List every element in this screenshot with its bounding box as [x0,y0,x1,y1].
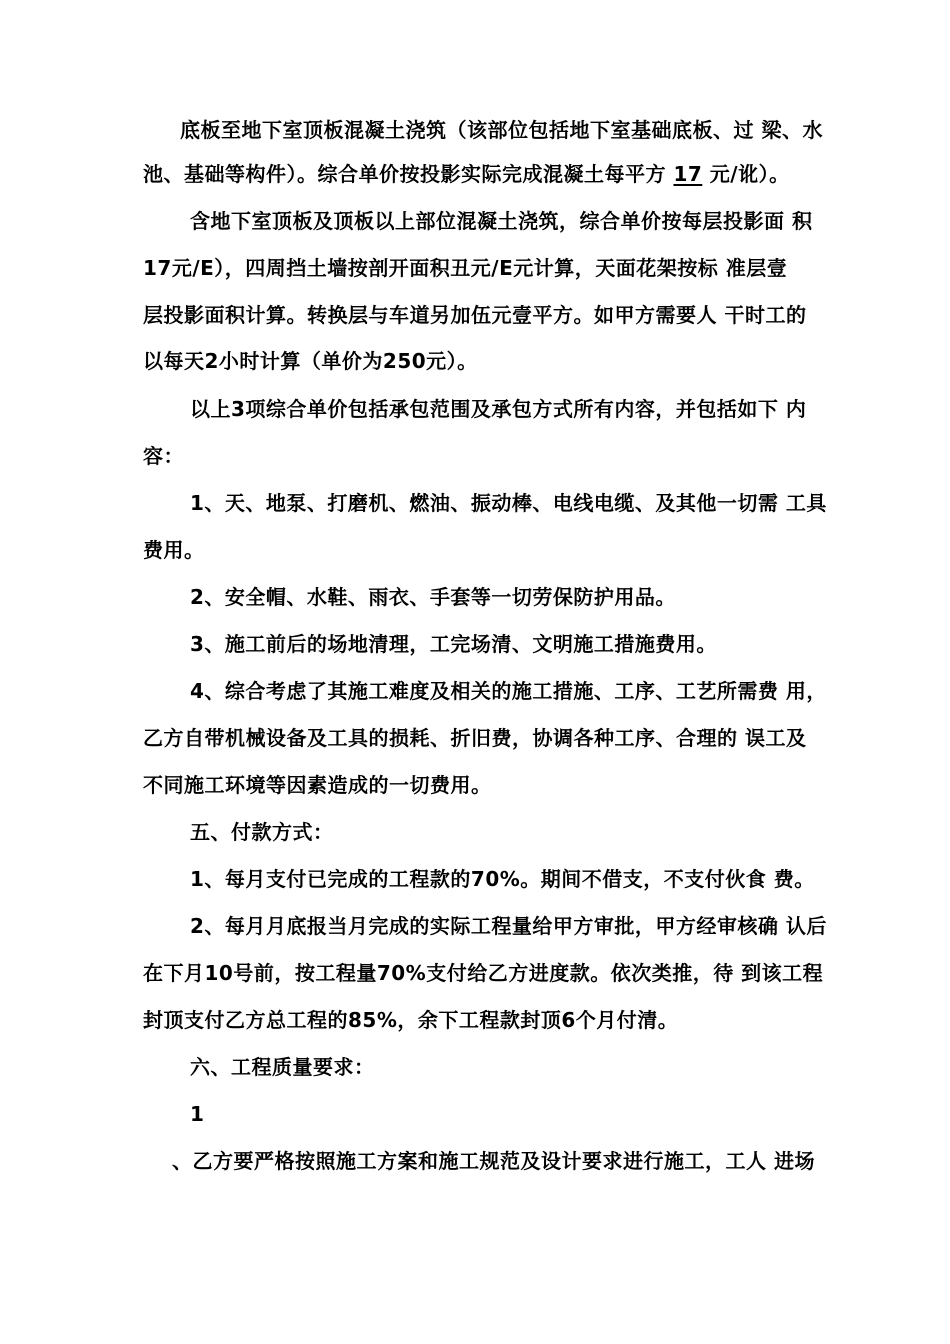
paragraph-line: 1、每月支付已完成的工程款的70%。期间不借支，不支付伙食 费。 [190,867,815,891]
paragraph-line: 在下月10号前，按工程量70%支付给乙方进度款。依次类推，待 到该工程 [143,961,824,985]
paragraph-line: 费用。 [143,538,205,562]
paragraph-line: 、乙方要严格按照施工方案和施工规范及设计要求进行施工，工人 进场 [172,1149,815,1173]
paragraph-line: 层投影面积计算。转换层与车道另加伍元壹平方。如甲方需要人 干时工的 [143,303,807,327]
paragraph-line: 1、天、地泵、打磨机、燃油、振动棒、电线电缆、及其他一切需 工具 [190,491,827,515]
paragraph-line: 封顶支付乙方总工程的85%，余下工程款封顶6个月付清。 [143,1008,679,1032]
section-heading: 五、付款方式： [190,820,334,844]
paragraph-line: 容： [143,444,184,468]
text-segment: 元/讹）。 [702,162,790,186]
paragraph-line: 含地下室顶板及顶板以上部位混凝土浇筑，综合单价按每层投影面 积 [190,209,813,233]
paragraph-line: 以每天2小时计算（单价为250元）。 [143,349,478,373]
section-heading: 六、工程质量要求： [190,1055,375,1079]
text-segment: 池、基础等构件）。综合单价按投影实际完成混凝土每平方 [143,162,674,186]
paragraph-line: 2、每月月底报当月完成的实际工程量给甲方审批，甲方经审核确 认后 [190,914,827,938]
paragraph-line: 4、综合考虑了其施工难度及相关的施工措施、工序、工艺所需费 用， [190,679,827,703]
underlined-value: 17 [673,162,703,186]
paragraph-line: 乙方自带机械设备及工具的损耗、折旧费，协调各种工序、合理的 误工及 [143,726,807,750]
paragraph-line: 2、安全帽、水鞋、雨衣、手套等一切劳保防护用品。 [190,585,676,609]
paragraph-line: 以上3项综合单价包括承包范围及承包方式所有内容，并包括如下 内 [190,397,807,421]
paragraph-line: 3、施工前后的场地清理，工完场清、文明施工措施费用。 [190,632,717,656]
paragraph-line: 1 [190,1102,205,1126]
paragraph-line: 底板至地下室顶板混凝土浇筑（该部位包括地下室基础底板、过 梁、水 [180,118,823,142]
paragraph-line: 17元/E），四周挡土墙按剖开面积丑元/E元计算，天面花架按标 准层壹 [143,256,788,280]
paragraph-line: 不同施工环境等因素造成的一切费用。 [143,773,492,797]
paragraph-line [143,160,790,188]
